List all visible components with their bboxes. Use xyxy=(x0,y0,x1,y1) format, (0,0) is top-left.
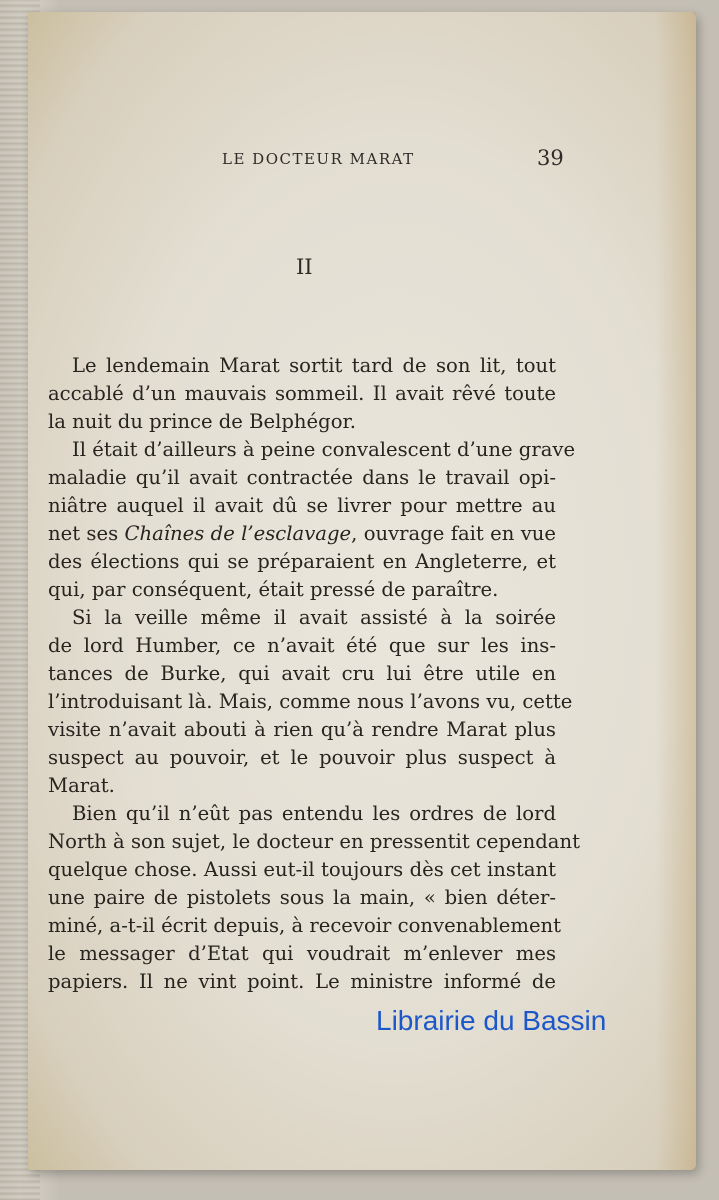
text-line: niâtre auquel il avait dû se livrer pour mettre au xyxy=(48,494,556,517)
text-line: Le lendemain Marat sortit tard de son lit, tout xyxy=(72,354,556,377)
text-line: le messager d’Etat qui voudrait m’enlever mes xyxy=(48,942,556,965)
text-line: Marat. xyxy=(48,774,115,797)
text-line: accablé d’un mauvais sommeil. Il avait rêvé toute xyxy=(48,382,556,405)
text-line: visite n’avait abouti à rien qu’à rendre Marat plus xyxy=(48,718,556,741)
chapter-number: II xyxy=(296,255,313,279)
text-line-with-italic: net ses Chaînes de l’esclavage, ouvrage fait en vue xyxy=(48,522,556,545)
text-line: la nuit du prince de Belphégor. xyxy=(48,410,356,433)
text-line: des élections qui se préparaient en Angleterre, et xyxy=(48,550,556,573)
text-line: une paire de pistolets sous la main, « bien déter- xyxy=(48,886,556,909)
text-line: qui, par conséquent, était pressé de paraître. xyxy=(48,578,499,601)
text-line: de lord Humber, ce n’avait été que sur les ins- xyxy=(48,634,556,657)
text-line: suspect au pouvoir, et le pouvoir plus suspect à xyxy=(48,746,556,769)
watermark-text: Librairie du Bassin xyxy=(376,1005,607,1036)
text-line: l’introduisant là. Mais, comme nous l’avons vu, cette xyxy=(48,690,573,713)
text-line: quelque chose. Aussi eut-il toujours dès cet instant xyxy=(48,858,556,881)
book-title-italic: Chaînes de l’esclavage xyxy=(124,522,352,545)
page-number: 39 xyxy=(537,146,564,170)
text-line: Bien qu’il n’eût pas entendu les ordres de lord xyxy=(72,802,556,825)
text-line: maladie qu’il avait contractée dans le travail opi- xyxy=(48,466,556,489)
text-line: Il était d’ailleurs à peine convalescent d’une grave xyxy=(72,438,576,461)
text-line: papiers. Il ne vint point. Le ministre informé de xyxy=(48,970,556,993)
text-line: tances de Burke, qui avait cru lui être utile en xyxy=(48,662,556,685)
running-title: LE DOCTEUR MARAT xyxy=(222,150,415,168)
text-line: North à son sujet, le docteur en pressentit cependant xyxy=(48,830,580,853)
text-line: miné, a-t-il écrit depuis, à recevoir convenablement xyxy=(48,914,562,937)
text-line: Si la veille même il avait assisté à la soirée xyxy=(72,606,556,629)
